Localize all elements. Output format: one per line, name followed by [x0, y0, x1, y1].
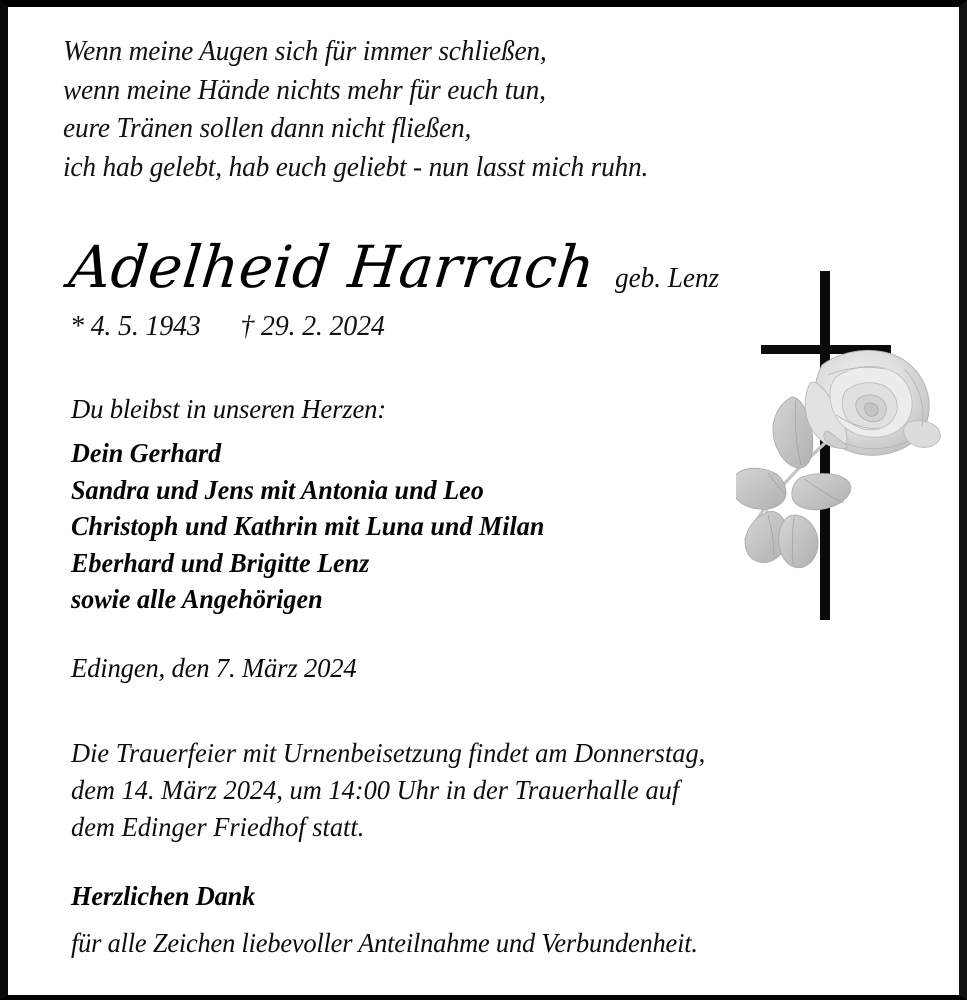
mourner-line: Christoph und Kathrin mit Luna und Milan [71, 510, 545, 541]
thanks-body: für alle Zeichen liebevoller Anteilnahme und Verbundenheit. [71, 927, 698, 958]
place-and-date: Edingen, den 7. März 2024 [71, 652, 357, 683]
life-dates [70, 311, 385, 343]
mourner-line: Sandra und Jens mit Antonia und Leo [71, 473, 484, 505]
deceased-name-row [66, 235, 722, 299]
poem-line: wenn meine Hände nichts mehr für euch tun, [63, 74, 546, 106]
ceremony-line: dem Edinger Friedhof statt. [71, 811, 365, 842]
mourner-line: Eberhard und Brigitte Lenz [71, 546, 370, 578]
leaf [736, 468, 786, 509]
leaf [779, 515, 818, 568]
mourner-line: sowie alle Angehörigen [71, 583, 323, 614]
death-symbol-icon: † [240, 311, 255, 342]
poem-line: eure Tränen sollen dann nicht fließen, [63, 113, 472, 144]
ceremony-details [71, 734, 732, 845]
death-date: 29. 2. 2024 [260, 311, 385, 342]
ceremony-line: dem 14. März 2024, um 14:00 Uhr in der Trauerhalle auf [71, 774, 680, 805]
poem-line: Wenn meine Augen sich für immer schließen, [63, 36, 547, 67]
poem-line: ich hab gelebt, hab euch geliebt - nun lasst mich ruhn. [63, 151, 649, 183]
birth-symbol-icon: * [70, 311, 84, 342]
mourners-list [71, 435, 569, 618]
thanks-title: Herzlichen Dank [71, 880, 256, 911]
cross-and-rose-emblem [736, 265, 946, 630]
obituary-card-inner [8, 7, 959, 995]
birth-date: 4. 5. 1943 [90, 311, 201, 342]
deceased-name: Adelheid Harrach [65, 233, 599, 301]
maiden-name: geb. Lenz [614, 263, 719, 294]
mourners-intro: Du bleibst in unseren Herzen: [71, 393, 386, 424]
mourner-line: Dein Gerhard [71, 437, 222, 468]
rose-bloom [805, 350, 940, 455]
ceremony-line: Die Trauerfeier mit Urnenbeisetzung findet am Donnerstag, [71, 737, 706, 768]
memorial-poem [63, 33, 673, 187]
leaf [792, 474, 851, 510]
